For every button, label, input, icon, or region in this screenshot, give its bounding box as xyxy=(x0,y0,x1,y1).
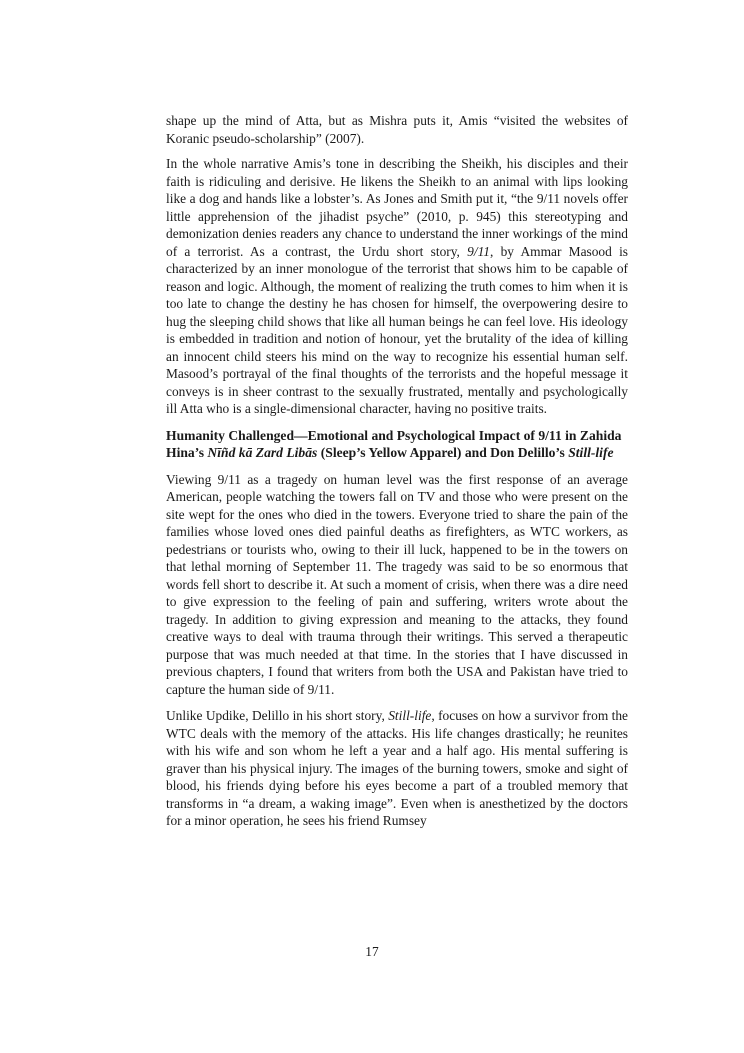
story-title-9-11: 9/11 xyxy=(467,243,490,259)
page-body xyxy=(166,112,628,839)
heading-title-still-life: Still-life xyxy=(568,445,614,460)
paragraph-2 xyxy=(166,155,628,418)
paragraph-4 xyxy=(166,707,628,830)
paragraph-4-text-b: , focuses on how a survivor from the WTC deals with the memory of the attacks. His life changes drastically; he reunites with his wife and son whom he left a year and a half ago. His mental suffering is graver than his physical injury. The images of the burning towers, smoke and sight of blood, his friends dying before his eyes become a part of a troubled memory that transforms in “a dream, a waking image”. Even when is anesthetized by the doctors for a minor operation, he sees his friend Rumsey xyxy=(166,708,629,828)
section-heading xyxy=(166,427,628,462)
paragraph-1-text: shape up the mind of Atta, but as Mishra puts it, Amis “visited the websites of Koranic pseudo-scholarship” (2007). xyxy=(166,113,628,146)
paragraph-2-text-a: In the whole narrative Amis’s tone in describing the Sheikh, his disciples and their faith is ridiculing and derisive. He likens the Sheikh to an animal with lips looking like a dog and hands like a lobster’s. As Jones and Smith put it, “the 9/11 novels offer little apprehension of the jihadist psyche” (2010, p. 945) this stereotyping and demonization denies readers any chance to understand the inner workings of the mind of a terrorist. As a contrast, the Urdu short story, xyxy=(166,156,628,259)
heading-text-b: (Sleep’s Yellow Apparel) and Don Delillo’s xyxy=(317,445,569,460)
paragraph-1 xyxy=(166,112,628,147)
heading-text-a: Humanity Challenged—Emotional and Psychological Impact of 9/11 in Zahida Hina’s xyxy=(166,427,622,460)
paragraph-2-text-b: , by Ammar Masood is characterized by an inner monologue of the terrorist that shows him to be capable of reason and logic. Although, the moment of realizing the truth comes to him when it is too late to change the destiny he has chosen for himself, the overpowering desire to hug the sleeping child shows that like all human beings he can feel love. His ideology is embedded in tradition and notion of honour, yet the brutality of the idea of killing an innocent child steers his mind on the way to recognize his essential human self. Masood’s portrayal of the final thoughts of the terrorists and the hopeful message it conveys is in sheer contrast to the sexually frustrated, mentally and psychologically ill Atta who is a single-dimensional character, having no positive traits. xyxy=(166,243,628,416)
paragraph-4-text-a: Unlike Updike, Delillo in his short story, xyxy=(166,708,389,723)
paragraph-3 xyxy=(166,471,628,699)
page-number: 17 xyxy=(365,944,379,959)
paragraph-3-text: Viewing 9/11 as a tragedy on human level was the first response of an average American, people watching the towers fall on TV and those who were present on the site wept for the ones who died in the towers. Everyone tried to share the pain of the families whose loved ones died painful deaths as firefighters, as WTC workers, as pedestrians or tourists who, owing to their ill luck, happened to be in the towers on that lethal morning of September 11. The tragedy was said to be so enormous that words fell short to describe it. At such a moment of crisis, when there was a dire need to give expression to the feeling of pain and suffering, writers wrote about the tragedy. In addition to giving expression and meaning to the attacks, they found creative ways to deal with trauma through their writings. This served a therapeutic purpose that was much needed at that time. In the stories that I have discussed in previous chapters, I found that writers from both the USA and Pakistan have tried to capture the human side of 9/11. xyxy=(166,471,628,697)
heading-title-nind: Nīñd kā Zard Libās xyxy=(207,445,318,460)
story-title-still-life: Still-life xyxy=(388,708,432,723)
